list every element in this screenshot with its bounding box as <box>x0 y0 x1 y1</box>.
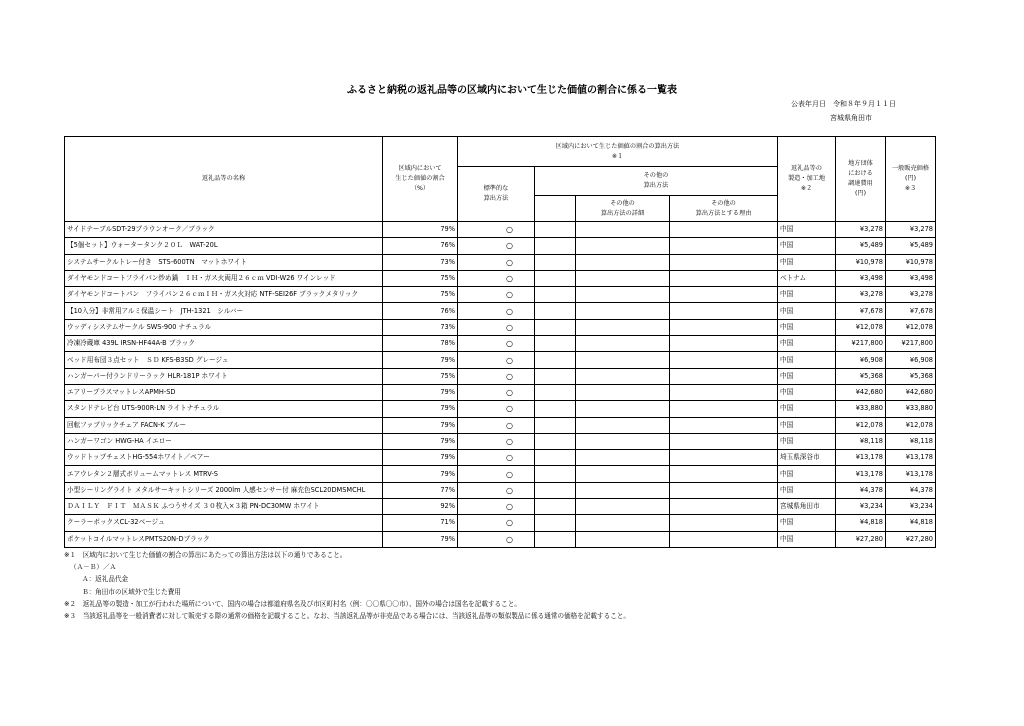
cell-standard-method: ○ <box>458 270 535 286</box>
cell-other-detail-spacer <box>535 433 576 449</box>
cell-location: 中国 <box>778 384 836 400</box>
cell-location: 中国 <box>778 482 836 498</box>
cell-price: ¥12,078 <box>886 319 936 335</box>
table-row <box>65 319 936 335</box>
table-row <box>65 270 936 286</box>
footnotes <box>64 549 630 622</box>
cell-other-detail <box>576 515 670 531</box>
cell-other-reason <box>670 450 778 466</box>
cell-ratio: 79% <box>383 417 458 433</box>
cell-other-detail-spacer <box>535 336 576 352</box>
cell-other-reason <box>670 531 778 547</box>
cell-location: 中国 <box>778 254 836 270</box>
cell-ratio: 73% <box>383 254 458 270</box>
cell-other-detail <box>576 238 670 254</box>
cell-cost: ¥7,678 <box>836 303 886 319</box>
cell-cost: ¥3,234 <box>836 499 886 515</box>
cell-standard-method: ○ <box>458 303 535 319</box>
cell-other-detail-spacer <box>535 222 576 238</box>
cell-other-detail <box>576 270 670 286</box>
table-row <box>65 222 936 238</box>
cell-other-reason <box>670 417 778 433</box>
cell-other-detail <box>576 433 670 449</box>
header-other-reason: その他の 算出方法とする理由 <box>670 196 778 222</box>
cell-other-detail <box>576 319 670 335</box>
cell-other-detail <box>576 531 670 547</box>
cell-ratio: 79% <box>383 352 458 368</box>
cell-price: ¥3,278 <box>886 222 936 238</box>
cell-ratio: 77% <box>383 482 458 498</box>
cell-location: 中国 <box>778 238 836 254</box>
cell-name: 小型シーリングライト メタルサーキットシリーズ 2000lm 人感センサー付 麻充色SCL20DMSMCHL <box>65 482 383 498</box>
header-price: 一般販売価格 (円) ※３ <box>886 137 936 222</box>
organization-name: 宮城県角田市 <box>830 114 872 122</box>
cell-cost: ¥217,800 <box>836 336 886 352</box>
header-other-detail-spacer <box>535 196 576 222</box>
cell-other-detail-spacer <box>535 531 576 547</box>
cell-price: ¥42,680 <box>886 384 936 400</box>
table-row <box>65 238 936 254</box>
cell-name: エアウレタン２層式ボリュームマットレス MTRV-S <box>65 466 383 482</box>
cell-cost: ¥6,908 <box>836 352 886 368</box>
cell-standard-method: ○ <box>458 450 535 466</box>
formula-b: Ｂ：角田市の区域外で生じた費用 <box>82 587 181 596</box>
cell-other-detail <box>576 287 670 303</box>
table-row <box>65 417 936 433</box>
cell-ratio: 78% <box>383 336 458 352</box>
cell-name: ウッドトップチェストHG-554ホワイト／ペアー <box>65 450 383 466</box>
cell-cost: ¥13,178 <box>836 450 886 466</box>
cell-price: ¥4,818 <box>886 515 936 531</box>
cell-other-reason <box>670 287 778 303</box>
cell-cost: ¥4,378 <box>836 482 886 498</box>
cell-other-detail-spacer <box>535 499 576 515</box>
cell-name: システムサークルトレー付き STS-600TN マットホワイト <box>65 254 383 270</box>
cell-standard-method: ○ <box>458 336 535 352</box>
table-row <box>65 336 936 352</box>
cell-ratio: 76% <box>383 303 458 319</box>
cell-other-detail <box>576 352 670 368</box>
cell-other-detail <box>576 401 670 417</box>
cell-cost: ¥10,978 <box>836 254 886 270</box>
cell-other-reason <box>670 238 778 254</box>
returns-table <box>64 136 936 548</box>
cell-location: 中国 <box>778 531 836 547</box>
cell-other-detail <box>576 368 670 384</box>
cell-standard-method: ○ <box>458 482 535 498</box>
cell-other-detail-spacer <box>535 401 576 417</box>
header-ratio: 区域内において 生じた価値の割合 （%） <box>383 137 458 222</box>
cell-cost: ¥13,178 <box>836 466 886 482</box>
table-row <box>65 450 936 466</box>
cell-location: ベトナム <box>778 270 836 286</box>
cell-cost: ¥8,118 <box>836 433 886 449</box>
cell-other-detail-spacer <box>535 287 576 303</box>
cell-price: ¥3,278 <box>886 287 936 303</box>
cell-ratio: 76% <box>383 238 458 254</box>
cell-standard-method: ○ <box>458 499 535 515</box>
cell-other-reason <box>670 384 778 400</box>
cell-standard-method: ○ <box>458 368 535 384</box>
cell-cost: ¥42,680 <box>836 384 886 400</box>
cell-ratio: 75% <box>383 287 458 303</box>
cell-location: 中国 <box>778 401 836 417</box>
cell-location: 中国 <box>778 515 836 531</box>
cell-other-detail <box>576 450 670 466</box>
cell-cost: ¥27,280 <box>836 531 886 547</box>
cell-standard-method: ○ <box>458 531 535 547</box>
cell-standard-method: ○ <box>458 515 535 531</box>
cell-name: クーラーボックスCL-32ベージュ <box>65 515 383 531</box>
cell-cost: ¥12,078 <box>836 417 886 433</box>
cell-name: 回転ファブリックチェア FACN-K ブルー <box>65 417 383 433</box>
cell-standard-method: ○ <box>458 384 535 400</box>
cell-name: 冷凍冷蔵庫 439L IRSN-HF44A-B ブラック <box>65 336 383 352</box>
cell-other-detail <box>576 336 670 352</box>
table-row <box>65 254 936 270</box>
table-row <box>65 287 936 303</box>
cell-price: ¥12,078 <box>886 417 936 433</box>
cell-cost: ¥3,278 <box>836 287 886 303</box>
cell-other-detail <box>576 417 670 433</box>
cell-price: ¥5,368 <box>886 368 936 384</box>
cell-other-reason <box>670 336 778 352</box>
cell-other-reason <box>670 401 778 417</box>
cell-cost: ¥4,818 <box>836 515 886 531</box>
footnote-3: ※３ 当該返礼品等を一般消費者に対して販売する際の通常の価格を記載すること。なお、当該返礼品等が非売品である場合には、当該返礼品等の類似製品に係る通常の価格を記載すること。 <box>64 612 630 621</box>
cell-ratio: 75% <box>383 270 458 286</box>
table-row <box>65 466 936 482</box>
cell-standard-method: ○ <box>458 401 535 417</box>
cell-other-detail <box>576 254 670 270</box>
cell-location: 中国 <box>778 319 836 335</box>
cell-name: ウッディシステムサークル SWS-900 ナチュラル <box>65 319 383 335</box>
cell-other-reason <box>670 433 778 449</box>
cell-location: 宮城県角田市 <box>778 499 836 515</box>
cell-price: ¥6,908 <box>886 352 936 368</box>
cell-name: ＤＡＩＬＹ ＦＩＴ ＭＡＳＫ ふつうサイズ ３０枚入×３箱 PN-DC30MW ホワイト <box>65 499 383 515</box>
cell-location: 中国 <box>778 433 836 449</box>
table-row <box>65 482 936 498</box>
table-row <box>65 303 936 319</box>
table-row <box>65 499 936 515</box>
cell-price: ¥10,978 <box>886 254 936 270</box>
cell-name: ベッド用布団３点セット ＳＤ KFS-B3SD グレージュ <box>65 352 383 368</box>
cell-price: ¥5,489 <box>886 238 936 254</box>
cell-price: ¥3,498 <box>886 270 936 286</box>
cell-standard-method: ○ <box>458 238 535 254</box>
cell-name: 【10入分】非常用アルミ保温シート JTH-1321 シルバー <box>65 303 383 319</box>
cell-standard-method: ○ <box>458 222 535 238</box>
cell-name: スタンドテレビ台 UTS-900R-LN ライトナチュラル <box>65 401 383 417</box>
cell-location: 中国 <box>778 352 836 368</box>
cell-cost: ¥3,498 <box>836 270 886 286</box>
cell-ratio: 73% <box>383 319 458 335</box>
cell-standard-method: ○ <box>458 417 535 433</box>
cell-cost: ¥5,368 <box>836 368 886 384</box>
cell-price: ¥8,118 <box>886 433 936 449</box>
cell-other-reason <box>670 515 778 531</box>
cell-price: ¥33,880 <box>886 401 936 417</box>
table-row <box>65 433 936 449</box>
cell-location: 中国 <box>778 222 836 238</box>
cell-ratio: 79% <box>383 466 458 482</box>
cell-standard-method: ○ <box>458 254 535 270</box>
cell-price: ¥3,234 <box>886 499 936 515</box>
formula: （Ａ－Ｂ）／Ａ <box>70 563 117 572</box>
cell-other-detail-spacer <box>535 450 576 466</box>
cell-name: ダイヤモンドコートパン フライパン２６ｃｍＩＨ・ガス火対応 NTF-SEI26F ブラックメタリック <box>65 287 383 303</box>
cell-name: 【5個セット】ウォータータンク２０Ｌ WAT-20L <box>65 238 383 254</box>
table-row <box>65 531 936 547</box>
cell-other-detail <box>576 499 670 515</box>
table-row <box>65 352 936 368</box>
cell-name: ハンガーワゴン HWG-HA イエロー <box>65 433 383 449</box>
cell-name: ポケットコイルマットレスPMTS20N-Dブラック <box>65 531 383 547</box>
table-row <box>65 401 936 417</box>
cell-ratio: 79% <box>383 222 458 238</box>
header-other-detail: その他の 算出方法の詳細 <box>576 196 670 222</box>
cell-other-detail <box>576 482 670 498</box>
cell-other-reason <box>670 303 778 319</box>
page-title: ふるさと納税の返礼品等の区域内において生じた価値の割合に係る一覧表 <box>347 85 677 96</box>
cell-other-reason <box>670 499 778 515</box>
header-cost: 地方団体 における 調達費用 (円) <box>836 137 886 222</box>
table-row <box>65 515 936 531</box>
cell-other-reason <box>670 352 778 368</box>
cell-standard-method: ○ <box>458 433 535 449</box>
cell-other-detail-spacer <box>535 384 576 400</box>
cell-other-detail-spacer <box>535 238 576 254</box>
footnote-1: ※１ 区域内において生じた価値の割合の算出にあたっての算出方法は以下の通りであること。 <box>64 551 347 559</box>
cell-name: サイドテーブルSDT-29ブラウンオーク／ブラック <box>65 222 383 238</box>
cell-other-detail-spacer <box>535 466 576 482</box>
cell-other-reason <box>670 222 778 238</box>
cell-other-detail <box>576 384 670 400</box>
cell-other-reason <box>670 254 778 270</box>
cell-other-detail-spacer <box>535 352 576 368</box>
cell-other-detail-spacer <box>535 270 576 286</box>
cell-price: ¥13,178 <box>886 466 936 482</box>
header-standard: 標準的な 算出方法 <box>458 167 535 222</box>
cell-ratio: 79% <box>383 384 458 400</box>
cell-other-detail-spacer <box>535 417 576 433</box>
cell-ratio: 79% <box>383 433 458 449</box>
cell-other-reason <box>670 368 778 384</box>
cell-other-reason <box>670 466 778 482</box>
cell-cost: ¥5,489 <box>836 238 886 254</box>
cell-other-reason <box>670 270 778 286</box>
cell-cost: ¥3,278 <box>836 222 886 238</box>
cell-location: 中国 <box>778 466 836 482</box>
cell-standard-method: ○ <box>458 319 535 335</box>
cell-location: 中国 <box>778 417 836 433</box>
cell-price: ¥13,178 <box>886 450 936 466</box>
cell-other-reason <box>670 482 778 498</box>
header-method-group: 区域内において生じた価値の割合の算出方法 ※１ <box>458 137 778 167</box>
cell-ratio: 79% <box>383 531 458 547</box>
cell-location: 埼玉県深谷市 <box>778 450 836 466</box>
cell-other-detail <box>576 222 670 238</box>
cell-standard-method: ○ <box>458 287 535 303</box>
table-row <box>65 384 936 400</box>
cell-location: 中国 <box>778 287 836 303</box>
cell-location: 中国 <box>778 303 836 319</box>
cell-ratio: 92% <box>383 499 458 515</box>
cell-standard-method: ○ <box>458 352 535 368</box>
cell-other-detail-spacer <box>535 303 576 319</box>
cell-ratio: 71% <box>383 515 458 531</box>
cell-other-detail-spacer <box>535 515 576 531</box>
footnote-2: ※２ 返礼品等の製造・加工が行われた場所について、国内の場合は都道府県名及び市区町村名（例：〇〇県〇〇市）、国外の場合は国名を記載すること。 <box>64 599 521 608</box>
table-row <box>65 368 936 384</box>
cell-other-detail-spacer <box>535 254 576 270</box>
cell-price: ¥4,378 <box>886 482 936 498</box>
cell-other-detail-spacer <box>535 319 576 335</box>
header-other-group: その他の 算出方法 <box>535 167 778 196</box>
cell-ratio: 79% <box>383 401 458 417</box>
cell-location: 中国 <box>778 336 836 352</box>
header-name: 返礼品等の名称 <box>65 137 383 222</box>
cell-name: エアリープラスマットレスAPMH-SD <box>65 384 383 400</box>
cell-price: ¥27,280 <box>886 531 936 547</box>
cell-name: ダイヤモンドコートフライパン炒め鍋 ＩＨ・ガス火両用２６ｃｍ VDI-W26 ワインレッド <box>65 270 383 286</box>
cell-price: ¥217,800 <box>886 336 936 352</box>
cell-other-detail-spacer <box>535 482 576 498</box>
cell-cost: ¥12,078 <box>836 319 886 335</box>
formula-a: Ａ：返礼品代金 <box>82 575 129 584</box>
cell-price: ¥7,678 <box>886 303 936 319</box>
header-location: 返礼品等の 製造・加工地 ※２ <box>778 137 836 222</box>
cell-other-detail-spacer <box>535 368 576 384</box>
cell-location: 中国 <box>778 368 836 384</box>
cell-ratio: 79% <box>383 450 458 466</box>
cell-other-detail <box>576 303 670 319</box>
cell-other-detail <box>576 466 670 482</box>
publication-date: 公表年月日 令和８年９月１１日 <box>791 100 896 108</box>
cell-other-reason <box>670 319 778 335</box>
cell-standard-method: ○ <box>458 466 535 482</box>
cell-cost: ¥33,880 <box>836 401 886 417</box>
cell-ratio: 75% <box>383 368 458 384</box>
cell-name: ハンガーパー付ランドリーラック HLR-181P ホワイト <box>65 368 383 384</box>
